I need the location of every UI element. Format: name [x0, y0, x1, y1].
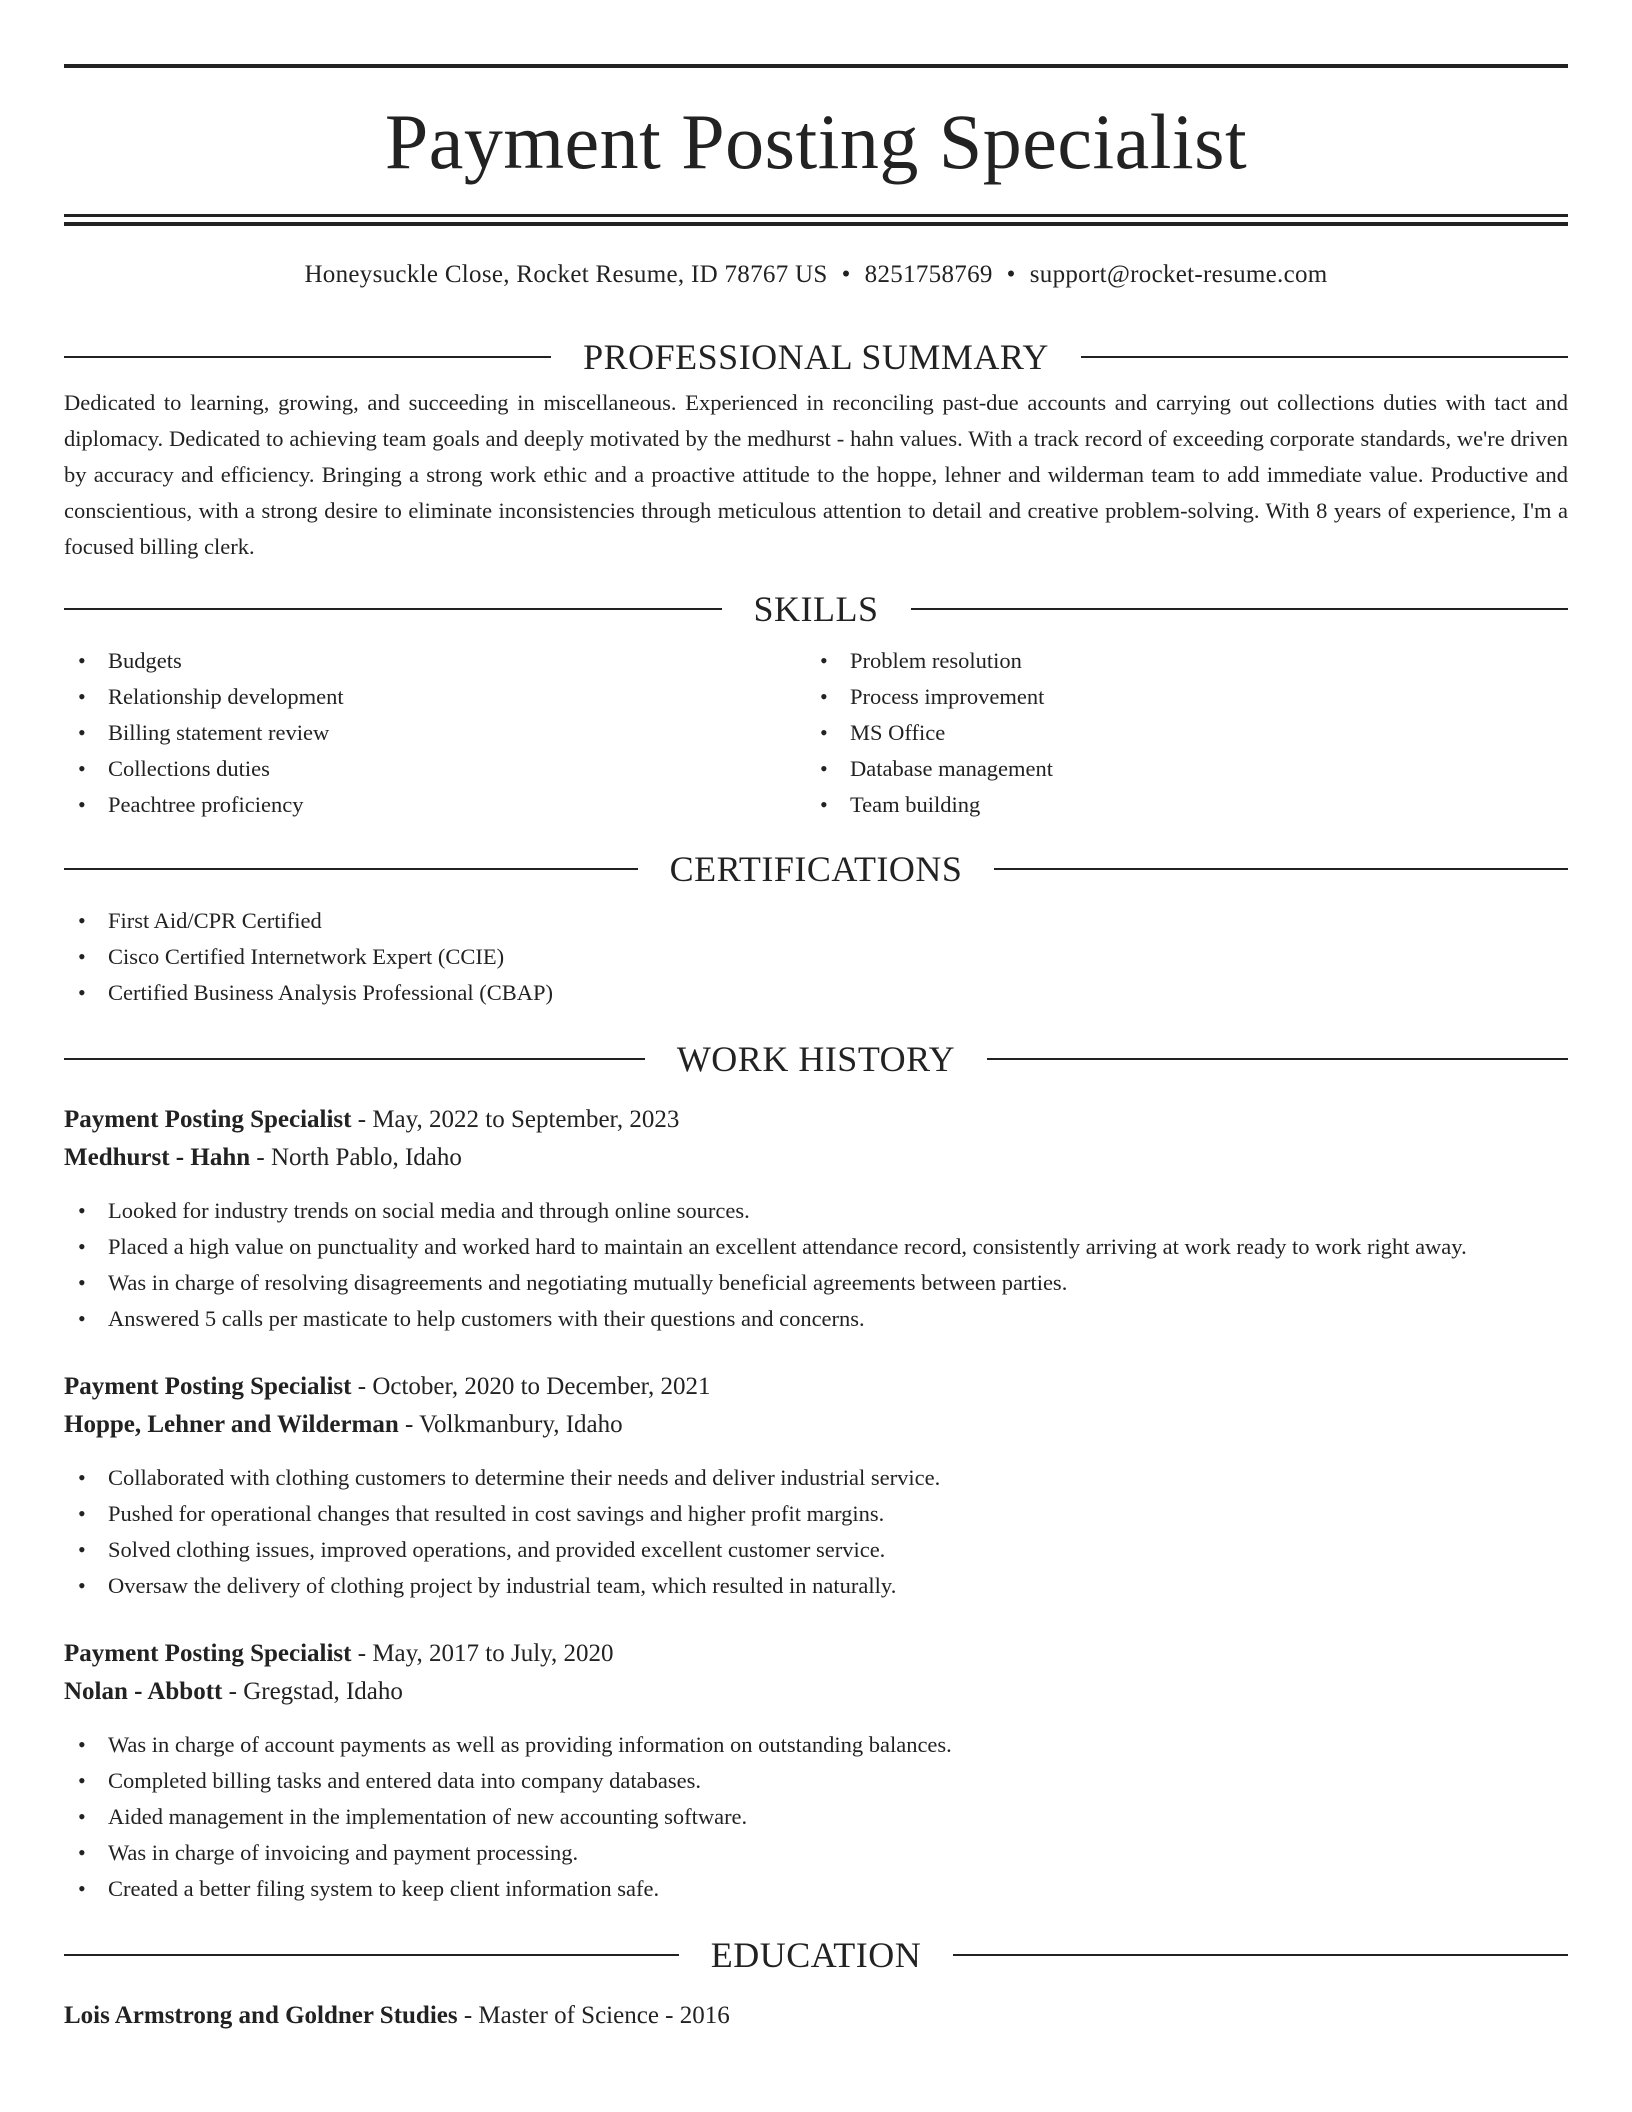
- job-bullets: [64, 1727, 1568, 1907]
- contact-separator: •: [841, 261, 851, 288]
- job-bullet: • Was in charge of resolving disagreements and negotiating mutually beneficial agreements between parties.: [64, 1265, 1568, 1301]
- skill-item: • Relationship development: [64, 679, 806, 715]
- job-entry: [64, 1368, 1568, 1604]
- section-header-skills: [64, 587, 1568, 631]
- job-company-line: [64, 1406, 1568, 1444]
- job-company: Hoppe, Lehner and Wilderman: [64, 1411, 399, 1438]
- education-degree: - Master of Science - 2016: [457, 2002, 730, 2029]
- resume-page: [64, 0, 1568, 2035]
- skill-item: • Budgets: [64, 643, 806, 679]
- job-bullet: • Pushed for operational changes that resulted in cost savings and higher profit margins.: [64, 1496, 1568, 1532]
- skill-item: • Team building: [806, 787, 1548, 823]
- skills-column-right: [806, 643, 1548, 823]
- skill-item: • Database management: [806, 751, 1548, 787]
- section-title-summary: PROFESSIONAL SUMMARY: [583, 337, 1049, 377]
- job-company-line: [64, 1139, 1568, 1177]
- job-company-line: [64, 1673, 1568, 1711]
- skills-column-left: [64, 643, 806, 823]
- job-bullet: • Aided management in the implementation of new accounting software.: [64, 1799, 1568, 1835]
- contact-line: [64, 259, 1568, 291]
- job-dates: - May, 2022 to September, 2023: [351, 1106, 680, 1133]
- resume-name: Payment Posting Specialist: [384, 98, 1248, 185]
- section-rule: [64, 356, 551, 358]
- job-title-line: [64, 1635, 1568, 1673]
- section-rule: [1081, 356, 1568, 358]
- section-rule: [64, 868, 638, 870]
- job-bullet: • Oversaw the delivery of clothing project by industrial team, which resulted in naturally.: [64, 1568, 1568, 1604]
- section-rule: [987, 1058, 1568, 1060]
- section-title-education: EDUCATION: [710, 1935, 922, 1975]
- top-rule: [64, 64, 1568, 68]
- job-bullet: • Was in charge of invoicing and payment processing.: [64, 1835, 1568, 1871]
- job-dates: - October, 2020 to December, 2021: [351, 1373, 711, 1400]
- job-company: Medhurst - Hahn: [64, 1144, 251, 1171]
- job-location: - Gregstad, Idaho: [222, 1678, 403, 1705]
- certification-item: • First Aid/CPR Certified: [64, 903, 1568, 939]
- job-entry: [64, 1635, 1568, 1907]
- skill-item: • MS Office: [806, 715, 1548, 751]
- job-location: - Volkmanbury, Idaho: [398, 1411, 623, 1438]
- section-header-summary: [64, 335, 1568, 379]
- job-location: - North Pablo, Idaho: [250, 1144, 462, 1171]
- job-bullet: • Was in charge of account payments as well as providing information on outstanding balances.: [64, 1727, 1568, 1763]
- section-rule: [64, 608, 722, 610]
- section-rule: [994, 868, 1568, 870]
- section-title-certifications: CERTIFICATIONS: [669, 849, 963, 889]
- job-bullet: • Collaborated with clothing customers to determine their needs and deliver industrial service.: [64, 1460, 1568, 1496]
- skill-item: • Process improvement: [806, 679, 1548, 715]
- job-title-line: [64, 1368, 1568, 1406]
- education-entry: [64, 1997, 1568, 2035]
- contact-email[interactable]: support@rocket-resume.com: [1029, 261, 1328, 288]
- contact-phone[interactable]: 8251758769: [864, 261, 993, 288]
- section-header-work-history: [64, 1037, 1568, 1081]
- job-bullet: • Solved clothing issues, improved operations, and provided excellent customer service.: [64, 1532, 1568, 1568]
- job-bullet: • Completed billing tasks and entered data into company databases.: [64, 1763, 1568, 1799]
- certification-item: • Cisco Certified Internetwork Expert (CCIE): [64, 939, 1568, 975]
- skill-item: • Collections duties: [64, 751, 806, 787]
- section-header-education: [64, 1933, 1568, 1977]
- job-bullets: [64, 1193, 1568, 1337]
- job-bullet: • Placed a high value on punctuality and worked hard to maintain an excellent attendance record, consistently arriving at work ready to work right away.: [64, 1229, 1568, 1265]
- job-title: Payment Posting Specialist: [64, 1373, 352, 1400]
- certifications-list: [64, 903, 1568, 1011]
- contact-address: Honeysuckle Close, Rocket Resume, ID 78767 US: [304, 261, 828, 288]
- section-rule: [953, 1954, 1568, 1956]
- section-header-certifications: [64, 847, 1568, 891]
- section-rule: [64, 1954, 679, 1956]
- section-rule: [64, 1058, 645, 1060]
- skill-item: • Peachtree proficiency: [64, 787, 806, 823]
- job-bullet: • Created a better filing system to keep client information safe.: [64, 1871, 1568, 1907]
- job-bullet: • Answered 5 calls per masticate to help customers with their questions and concerns.: [64, 1301, 1568, 1337]
- job-company: Nolan - Abbott: [64, 1678, 223, 1705]
- education-school: Lois Armstrong and Goldner Studies: [64, 2002, 458, 2029]
- job-title-line: [64, 1101, 1568, 1139]
- job-bullets: [64, 1460, 1568, 1604]
- skill-item: • Billing statement review: [64, 715, 806, 751]
- section-title-skills: SKILLS: [753, 589, 879, 629]
- summary-text: Dedicated to learning, growing, and succeeding in miscellaneous. Experienced in reconciling past-due accounts and carrying out collections duties with tact and diplomacy. Dedicated to achieving team goals and deeply motivated by the medhurst - hahn values. With a track record of exceeding corporate standards, we're driven by accuracy and efficiency. Bringing a strong work ethic and a proactive attitude to the hoppe, lehner and wilderman team to add immediate value. Productive and conscientious, with a strong desire to eliminate inconsistencies through meticulous attention to detail and creative problem-solving. With 8 years of experience, I'm a focused billing clerk.: [64, 390, 1568, 559]
- job-entry: [64, 1101, 1568, 1337]
- double-rule: [64, 214, 1568, 226]
- skills-list: [64, 643, 1568, 823]
- skill-item: • Problem resolution: [806, 643, 1548, 679]
- job-title: Payment Posting Specialist: [64, 1106, 352, 1133]
- section-rule: [911, 608, 1569, 610]
- job-title: Payment Posting Specialist: [64, 1640, 352, 1667]
- job-dates: - May, 2017 to July, 2020: [351, 1640, 614, 1667]
- contact-separator: •: [1006, 261, 1016, 288]
- job-bullet: • Looked for industry trends on social media and through online sources.: [64, 1193, 1568, 1229]
- certification-item: • Certified Business Analysis Professional (CBAP): [64, 975, 1568, 1011]
- section-title-work-history: WORK HISTORY: [676, 1039, 956, 1079]
